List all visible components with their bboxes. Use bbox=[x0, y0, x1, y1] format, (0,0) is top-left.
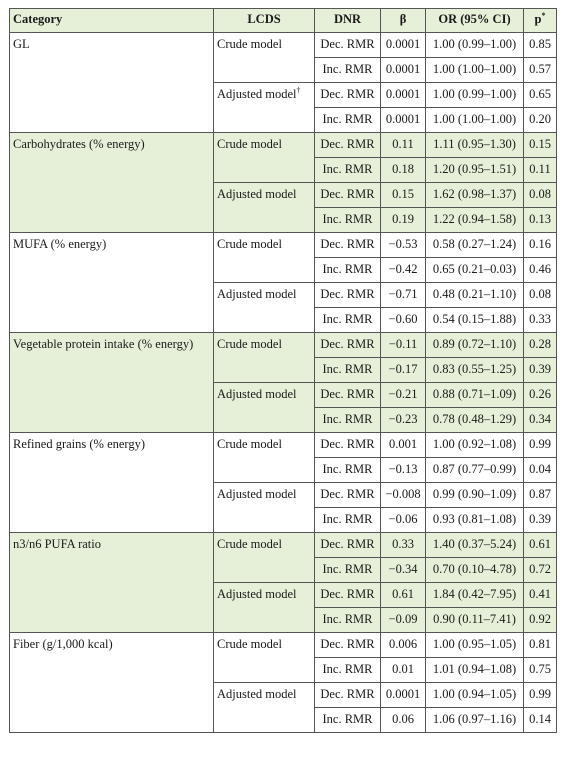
category-cell: Fiber (g/1,000 kcal) bbox=[10, 633, 214, 733]
table-row bbox=[10, 133, 557, 158]
table-row bbox=[10, 233, 557, 258]
p-value-cell: 0.72 bbox=[524, 558, 557, 583]
dnr-cell: Inc. RMR bbox=[315, 558, 381, 583]
model-label: Crude model bbox=[217, 237, 282, 251]
or-cell: 0.78 (0.48–1.29) bbox=[426, 408, 524, 433]
or-cell: 1.00 (1.00–1.00) bbox=[426, 58, 524, 83]
model-label: Crude model bbox=[217, 637, 282, 651]
p-value-cell: 0.99 bbox=[524, 433, 557, 458]
model-label: Adjusted model bbox=[217, 687, 297, 701]
beta-cell: 0.0001 bbox=[381, 33, 426, 58]
header-p-label: p bbox=[534, 12, 542, 26]
p-value-cell: 0.20 bbox=[524, 108, 557, 133]
beta-cell: −0.11 bbox=[381, 333, 426, 358]
p-value-cell: 0.14 bbox=[524, 708, 557, 733]
beta-cell: −0.17 bbox=[381, 358, 426, 383]
or-cell: 1.00 (0.94–1.05) bbox=[426, 683, 524, 708]
category-cell: Carbohydrates (% energy) bbox=[10, 133, 214, 233]
p-value-cell: 0.34 bbox=[524, 408, 557, 433]
beta-cell: 0.18 bbox=[381, 158, 426, 183]
dnr-cell: Inc. RMR bbox=[315, 408, 381, 433]
beta-cell: 0.0001 bbox=[381, 108, 426, 133]
category-cell: GL bbox=[10, 33, 214, 133]
table-body bbox=[10, 33, 557, 733]
model-footnote-mark: † bbox=[296, 86, 301, 95]
table-row bbox=[10, 33, 557, 58]
model-label: Crude model bbox=[217, 437, 282, 451]
dnr-cell: Inc. RMR bbox=[315, 658, 381, 683]
header-beta: β bbox=[381, 9, 426, 33]
header-p bbox=[524, 9, 557, 33]
model-label: Adjusted model bbox=[217, 587, 297, 601]
or-cell: 1.00 (0.92–1.08) bbox=[426, 433, 524, 458]
p-value-cell: 0.92 bbox=[524, 608, 557, 633]
model-label: Crude model bbox=[217, 337, 282, 351]
dnr-cell: Dec. RMR bbox=[315, 483, 381, 508]
or-cell: 0.89 (0.72–1.10) bbox=[426, 333, 524, 358]
beta-cell: 0.01 bbox=[381, 658, 426, 683]
header-category: Category bbox=[10, 9, 214, 33]
p-value-cell: 0.33 bbox=[524, 308, 557, 333]
dnr-cell: Inc. RMR bbox=[315, 58, 381, 83]
table-row bbox=[10, 433, 557, 458]
model-label: Crude model bbox=[217, 137, 282, 151]
model-cell bbox=[214, 83, 315, 133]
results-table bbox=[9, 8, 557, 733]
or-cell: 0.88 (0.71–1.09) bbox=[426, 383, 524, 408]
or-cell: 1.20 (0.95–1.51) bbox=[426, 158, 524, 183]
model-cell bbox=[214, 433, 315, 483]
beta-cell: 0.33 bbox=[381, 533, 426, 558]
or-cell: 0.99 (0.90–1.09) bbox=[426, 483, 524, 508]
or-cell: 0.87 (0.77–0.99) bbox=[426, 458, 524, 483]
beta-cell: 0.15 bbox=[381, 183, 426, 208]
or-cell: 1.22 (0.94–1.58) bbox=[426, 208, 524, 233]
or-cell: 1.01 (0.94–1.08) bbox=[426, 658, 524, 683]
beta-cell: 0.0001 bbox=[381, 683, 426, 708]
dnr-cell: Inc. RMR bbox=[315, 258, 381, 283]
p-value-cell: 0.61 bbox=[524, 533, 557, 558]
category-cell: MUFA (% energy) bbox=[10, 233, 214, 333]
category-cell: Vegetable protein intake (% energy) bbox=[10, 333, 214, 433]
p-value-cell: 0.75 bbox=[524, 658, 557, 683]
model-cell bbox=[214, 533, 315, 583]
beta-cell: −0.008 bbox=[381, 483, 426, 508]
or-cell: 0.54 (0.15–1.88) bbox=[426, 308, 524, 333]
or-cell: 1.00 (0.99–1.00) bbox=[426, 33, 524, 58]
or-cell: 1.06 (0.97–1.16) bbox=[426, 708, 524, 733]
beta-cell: −0.09 bbox=[381, 608, 426, 633]
beta-cell: −0.60 bbox=[381, 308, 426, 333]
p-value-cell: 0.99 bbox=[524, 683, 557, 708]
model-cell bbox=[214, 633, 315, 683]
dnr-cell: Inc. RMR bbox=[315, 508, 381, 533]
p-value-cell: 0.65 bbox=[524, 83, 557, 108]
dnr-cell: Inc. RMR bbox=[315, 708, 381, 733]
dnr-cell: Inc. RMR bbox=[315, 208, 381, 233]
header-dnr: DNR bbox=[315, 9, 381, 33]
category-cell: n3/n6 PUFA ratio bbox=[10, 533, 214, 633]
dnr-cell: Dec. RMR bbox=[315, 183, 381, 208]
or-cell: 0.65 (0.21–0.03) bbox=[426, 258, 524, 283]
or-cell: 0.90 (0.11–7.41) bbox=[426, 608, 524, 633]
dnr-cell: Dec. RMR bbox=[315, 33, 381, 58]
dnr-cell: Inc. RMR bbox=[315, 108, 381, 133]
or-cell: 1.00 (0.95–1.05) bbox=[426, 633, 524, 658]
p-value-cell: 0.16 bbox=[524, 233, 557, 258]
or-cell: 0.70 (0.10–4.78) bbox=[426, 558, 524, 583]
model-cell bbox=[214, 33, 315, 83]
table-header-row bbox=[10, 9, 557, 33]
p-value-cell: 0.39 bbox=[524, 358, 557, 383]
beta-cell: 0.61 bbox=[381, 583, 426, 608]
dnr-cell: Dec. RMR bbox=[315, 683, 381, 708]
p-value-cell: 0.85 bbox=[524, 33, 557, 58]
model-label: Crude model bbox=[217, 537, 282, 551]
dnr-cell: Inc. RMR bbox=[315, 608, 381, 633]
dnr-cell: Inc. RMR bbox=[315, 458, 381, 483]
model-label: Adjusted model bbox=[217, 187, 297, 201]
dnr-cell: Dec. RMR bbox=[315, 233, 381, 258]
p-value-cell: 0.57 bbox=[524, 58, 557, 83]
model-cell bbox=[214, 133, 315, 183]
header-p-footnote-mark: * bbox=[541, 11, 546, 20]
p-value-cell: 0.28 bbox=[524, 333, 557, 358]
dnr-cell: Dec. RMR bbox=[315, 333, 381, 358]
beta-cell: −0.06 bbox=[381, 508, 426, 533]
model-cell bbox=[214, 333, 315, 383]
dnr-cell: Inc. RMR bbox=[315, 158, 381, 183]
beta-cell: 0.11 bbox=[381, 133, 426, 158]
p-value-cell: 0.41 bbox=[524, 583, 557, 608]
or-cell: 1.11 (0.95–1.30) bbox=[426, 133, 524, 158]
p-value-cell: 0.08 bbox=[524, 283, 557, 308]
category-cell: Refined grains (% energy) bbox=[10, 433, 214, 533]
dnr-cell: Inc. RMR bbox=[315, 358, 381, 383]
p-value-cell: 0.39 bbox=[524, 508, 557, 533]
model-cell bbox=[214, 283, 315, 333]
or-cell: 0.83 (0.55–1.25) bbox=[426, 358, 524, 383]
beta-cell: 0.06 bbox=[381, 708, 426, 733]
model-cell bbox=[214, 233, 315, 283]
or-cell: 1.00 (0.99–1.00) bbox=[426, 83, 524, 108]
p-value-cell: 0.11 bbox=[524, 158, 557, 183]
beta-cell: 0.0001 bbox=[381, 83, 426, 108]
or-cell: 1.00 (1.00–1.00) bbox=[426, 108, 524, 133]
model-cell bbox=[214, 483, 315, 533]
or-cell: 0.58 (0.27–1.24) bbox=[426, 233, 524, 258]
table-row bbox=[10, 533, 557, 558]
p-value-cell: 0.81 bbox=[524, 633, 557, 658]
dnr-cell: Dec. RMR bbox=[315, 533, 381, 558]
beta-cell: −0.23 bbox=[381, 408, 426, 433]
dnr-cell: Dec. RMR bbox=[315, 83, 381, 108]
beta-cell: 0.001 bbox=[381, 433, 426, 458]
beta-cell: −0.21 bbox=[381, 383, 426, 408]
model-label: Crude model bbox=[217, 37, 282, 51]
model-label: Adjusted model bbox=[217, 487, 297, 501]
header-or: OR (95% CI) bbox=[426, 9, 524, 33]
table-row bbox=[10, 633, 557, 658]
p-value-cell: 0.26 bbox=[524, 383, 557, 408]
header-lcds: LCDS bbox=[214, 9, 315, 33]
beta-cell: −0.42 bbox=[381, 258, 426, 283]
beta-cell: −0.13 bbox=[381, 458, 426, 483]
or-cell: 1.62 (0.98–1.37) bbox=[426, 183, 524, 208]
dnr-cell: Dec. RMR bbox=[315, 583, 381, 608]
model-cell bbox=[214, 383, 315, 433]
or-cell: 0.93 (0.81–1.08) bbox=[426, 508, 524, 533]
dnr-cell: Dec. RMR bbox=[315, 383, 381, 408]
model-label: Adjusted model bbox=[217, 287, 297, 301]
beta-cell: 0.0001 bbox=[381, 58, 426, 83]
dnr-cell: Dec. RMR bbox=[315, 433, 381, 458]
p-value-cell: 0.87 bbox=[524, 483, 557, 508]
p-value-cell: 0.46 bbox=[524, 258, 557, 283]
or-cell: 1.40 (0.37–5.24) bbox=[426, 533, 524, 558]
or-cell: 0.48 (0.21–1.10) bbox=[426, 283, 524, 308]
table-row bbox=[10, 333, 557, 358]
p-value-cell: 0.13 bbox=[524, 208, 557, 233]
dnr-cell: Dec. RMR bbox=[315, 133, 381, 158]
model-label: Adjusted model bbox=[217, 87, 297, 101]
beta-cell: 0.19 bbox=[381, 208, 426, 233]
model-cell bbox=[214, 183, 315, 233]
model-cell bbox=[214, 683, 315, 733]
p-value-cell: 0.08 bbox=[524, 183, 557, 208]
p-value-cell: 0.15 bbox=[524, 133, 557, 158]
beta-cell: 0.006 bbox=[381, 633, 426, 658]
beta-cell: −0.71 bbox=[381, 283, 426, 308]
dnr-cell: Dec. RMR bbox=[315, 633, 381, 658]
model-cell bbox=[214, 583, 315, 633]
dnr-cell: Inc. RMR bbox=[315, 308, 381, 333]
beta-cell: −0.34 bbox=[381, 558, 426, 583]
p-value-cell: 0.04 bbox=[524, 458, 557, 483]
beta-cell: −0.53 bbox=[381, 233, 426, 258]
model-label: Adjusted model bbox=[217, 387, 297, 401]
dnr-cell: Dec. RMR bbox=[315, 283, 381, 308]
or-cell: 1.84 (0.42–7.95) bbox=[426, 583, 524, 608]
